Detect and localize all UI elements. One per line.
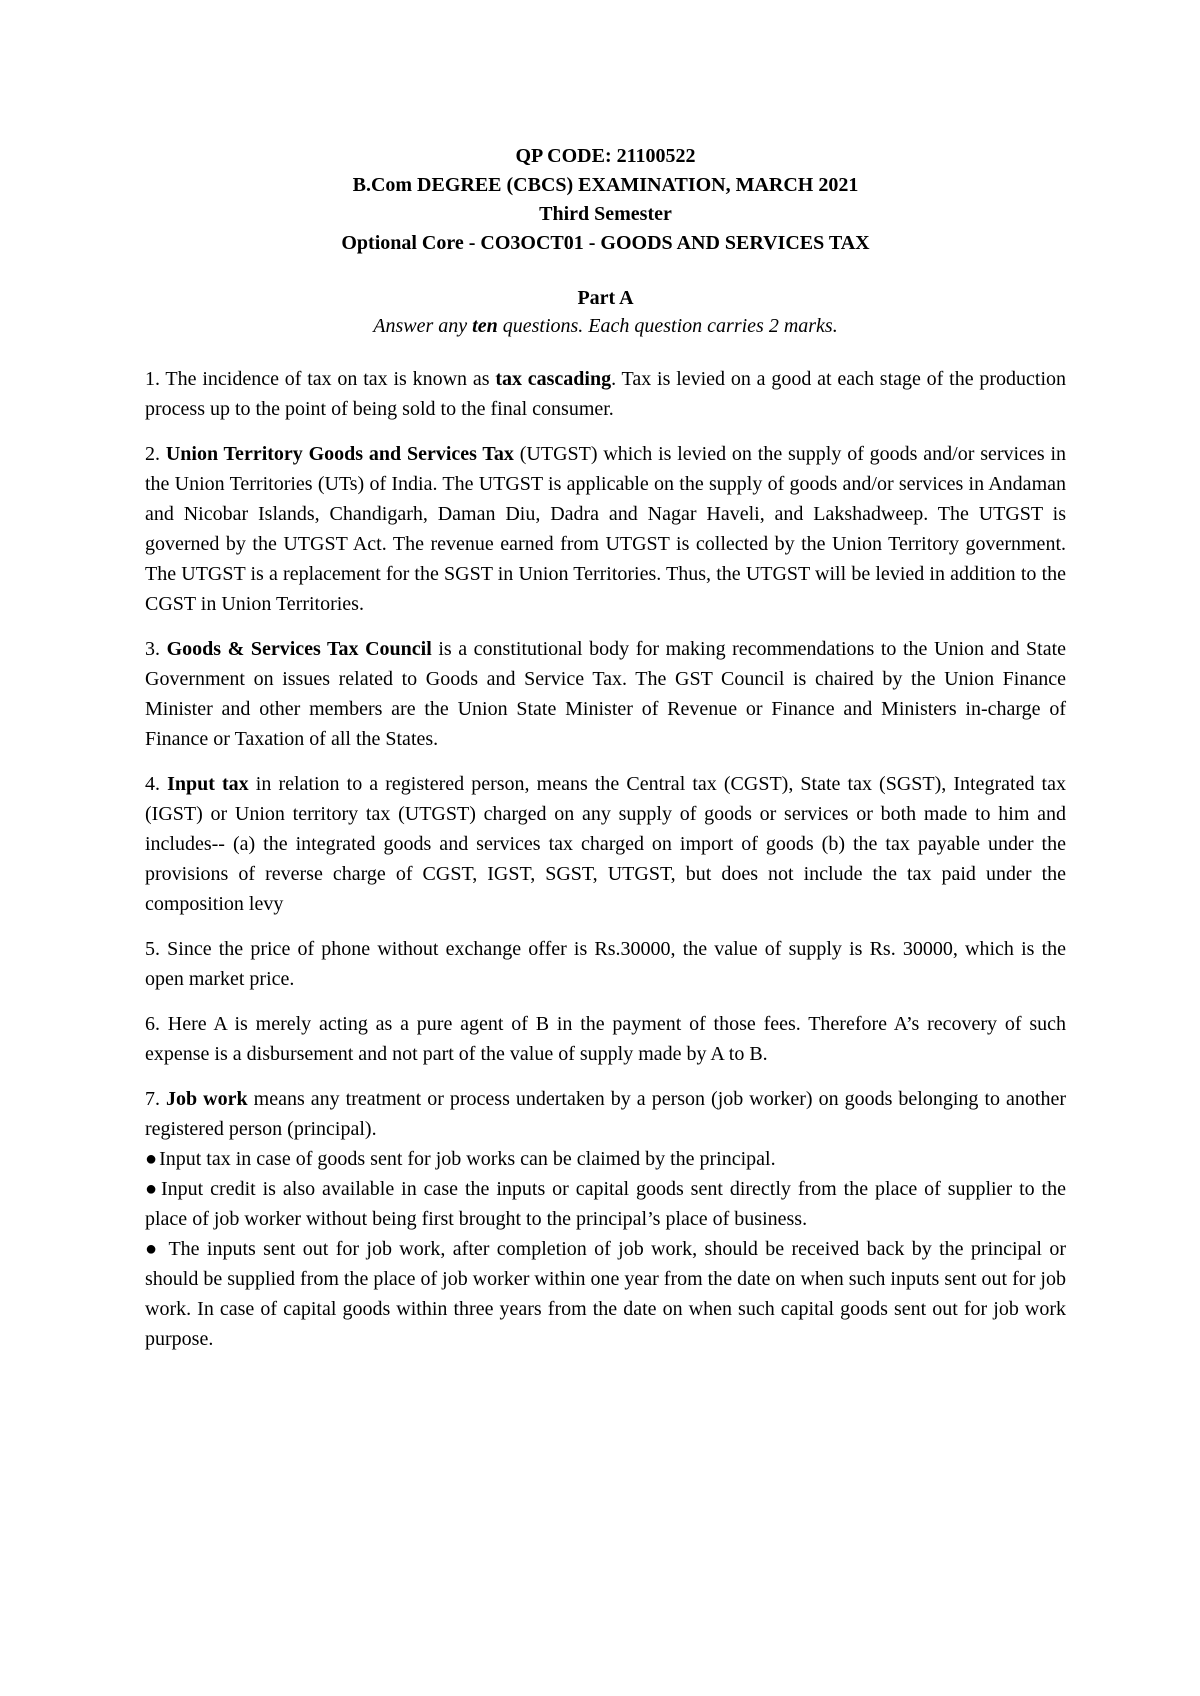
answer-2 — [145, 439, 1066, 619]
answer-term: Goods & Services Tax Council — [166, 638, 432, 660]
part-title: Part A — [577, 287, 634, 309]
answer-number: 7. — [145, 1088, 160, 1110]
answer-4 — [145, 769, 1066, 919]
answer-text: (UTGST) which is levied on the supply of goods and/or services in the Union Territories (UTs) of India. The UTGST is applicable on the supply of goods and/or services in Andaman and Nicobar Islands, Chandigarh, Daman Diu, Dadra and Nagar Haveli, and Lakshadweep. The UTGST is governed by the UTGST Act. The revenue earned from UTGST is collected by the Union Territory government. The UTGST is a replacement for the SGST in Union Territories. Thus, the UTGST will be levied in addition to the CGST in Union Territories. — [145, 443, 1067, 615]
answer-term: Job work — [166, 1088, 248, 1110]
exam-title: B.Com DEGREE (CBCS) EXAMINATION, MARCH 2021 — [352, 174, 859, 196]
bullet-text: Input tax in case of goods sent for job works can be claimed by the principal. — [159, 1148, 776, 1170]
answers — [145, 364, 1066, 1354]
instruction-post: questions. Each question carries 2 marks. — [497, 315, 838, 337]
answer-number: 2. — [145, 443, 160, 465]
qp-code: QP CODE: 21100522 — [515, 145, 696, 167]
answer-1 — [145, 364, 1066, 424]
answer-text: is a constitutional body for making recommendations to the Union and State Government on issues related to Goods and Service Tax. The GST Council is chaired by the Union Finance Minister and other members are the Union State Minister of Revenue or Finance and Ministers in-charge of Finance or Taxation of all the States. — [145, 638, 1066, 750]
answer-number: 4. — [145, 773, 160, 795]
answer-text: means any treatment or process undertaken by a person (job worker) on goods belonging to another registered person (principal). — [145, 1088, 1066, 1140]
answer-3 — [145, 634, 1066, 754]
answer-term: Union Territory Goods and Services Tax — [165, 443, 514, 465]
answer-term: tax cascading — [495, 368, 612, 390]
instruction-bold: ten — [472, 315, 498, 337]
answer-7 — [145, 1084, 1066, 1144]
answer-number: 1. — [145, 368, 160, 390]
answer-7-bullet — [145, 1144, 1066, 1174]
bullet-icon: ● — [145, 1238, 160, 1260]
answer-5: 5. Since the price of phone without exchange offer is Rs.30000, the value of supply is Rs. 30000, which is the open market price. — [145, 938, 1066, 990]
answer-6: 6. Here A is merely acting as a pure agent of B in the payment of those fees. Therefore A’s recovery of such expense is a disbursement and not part of the value of supply made by A to B. — [145, 1013, 1066, 1065]
bullet-icon: ● — [145, 1178, 160, 1200]
semester: Third Semester — [539, 203, 672, 225]
answer-text: . Tax is levied on a good at each stage of the production process up to the point of being sold to the final consumer. — [145, 368, 1067, 420]
answer-7-bullet — [145, 1234, 1066, 1354]
bullet-text: Input credit is also available in case the inputs or capital goods sent directly from the place of supplier to the place of job worker without being first brought to the principal’s place of business. — [145, 1178, 1066, 1230]
answer-7-bullet — [145, 1174, 1066, 1234]
part-instruction — [145, 312, 1066, 340]
answer-text: in relation to a registered person, means the Central tax (CGST), State tax (SGST), Integrated tax (IGST) or Union territory tax (UTGST) charged on any supply of goods or services or both made to him and includes-- (a) the integrated goods and services tax charged on import of goods (b) the tax payable under the provisions of reverse charge of CGST, IGST, SGST, UTGST, but does not include the tax paid under the composition levy — [145, 773, 1066, 915]
course-title: Optional Core - CO3OCT01 - GOODS AND SERVICES TAX — [341, 232, 870, 254]
answer-text: The incidence of tax on tax is known as — [160, 368, 496, 390]
bullet-text: The inputs sent out for job work, after completion of job work, should be received back by the principal or should be supplied from the place of job worker within one year from the date on when such inputs sent out for job work. In case of capital goods within three years from the date on when such capital goods sent out for job work purpose. — [145, 1238, 1066, 1350]
instruction-pre: Answer any — [373, 315, 473, 337]
bullet-icon: ● — [145, 1148, 158, 1170]
answer-number: 3. — [145, 638, 160, 660]
exam-header — [145, 142, 1066, 258]
answer-term: Input tax — [167, 773, 249, 795]
